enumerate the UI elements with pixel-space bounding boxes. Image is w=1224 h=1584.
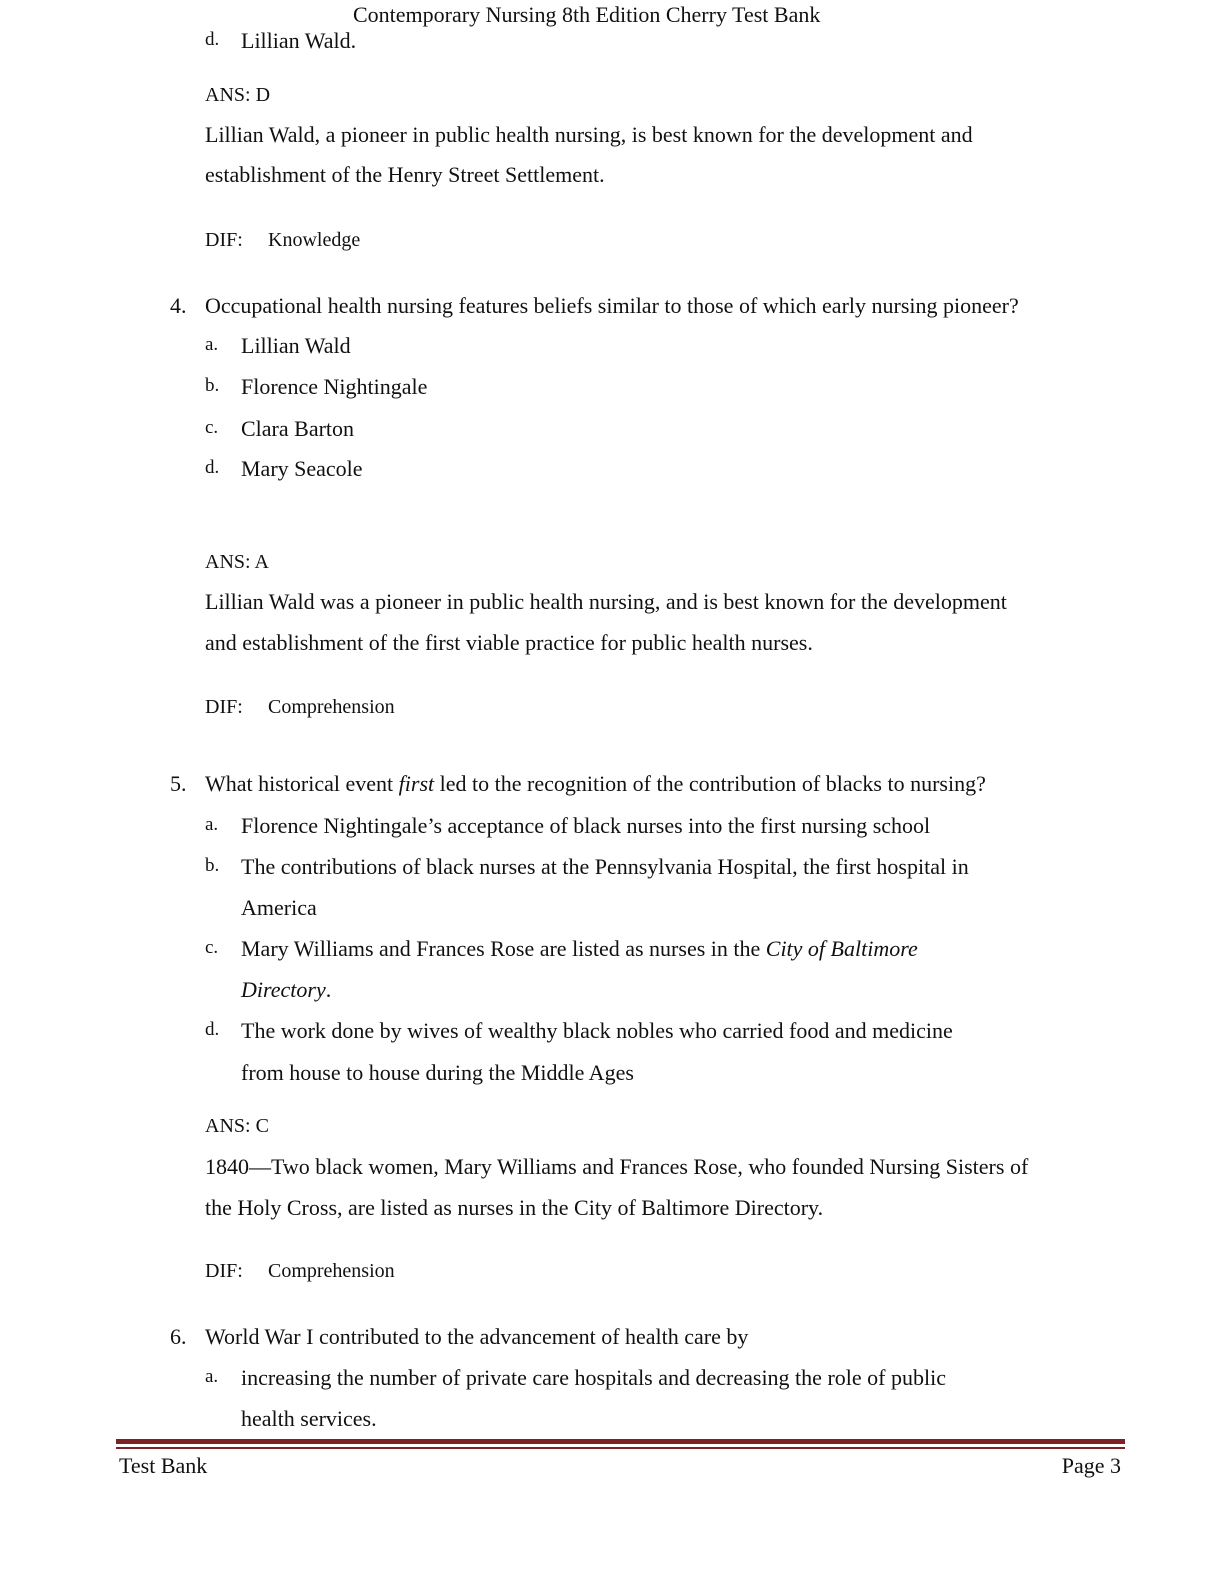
q3-option-d-letter: d.	[205, 29, 220, 50]
q4-option-text: Florence Nightingale	[241, 374, 428, 399]
q5-option-c-italic: Directory	[241, 977, 326, 1002]
q5-option-c-italic: City of Baltimore	[765, 936, 918, 961]
q5-question-text: led to the recognition of the contribution of blacks to nursing?	[434, 771, 986, 796]
q4-option-text: Lillian Wald	[241, 333, 351, 358]
q5-rationale-line: 1840—Two black women, Mary Williams and Frances Rose, who founded Nursing Sisters of	[205, 1154, 1029, 1179]
q5-option-c-plain: Mary Williams and Frances Rose are listed as nurses in the	[241, 936, 766, 961]
q5-option-c-text	[241, 979, 331, 1001]
q4-question: Occupational health nursing features beliefs similar to those of which early nursing pioneer?	[205, 293, 1019, 318]
q4-number: 4.	[170, 293, 187, 318]
page-header-title: Contemporary Nursing 8th Edition Cherry Test Bank	[353, 2, 821, 27]
page-number: Page 3	[1061, 1453, 1121, 1478]
q5-rationale-line: the Holy Cross, are listed as nurses in the City of Baltimore Directory.	[205, 1195, 824, 1220]
footer-rule-thin	[116, 1447, 1125, 1449]
q4-dif-label: DIF:	[205, 696, 243, 718]
footer-left-label: Test Bank	[119, 1453, 208, 1478]
q4-option-text: Mary Seacole	[241, 456, 363, 481]
q5-question-emphasis: first	[398, 771, 435, 796]
q3-option-d-text: Lillian Wald.	[241, 28, 357, 53]
q6-option-a-text: increasing the number of private care hospitals and decreasing the role of public	[241, 1365, 946, 1390]
q5-dif-value: Comprehension	[268, 1260, 395, 1282]
q3-rationale-line: establishment of the Henry Street Settlement.	[205, 162, 605, 187]
q5-option-d-letter: d.	[205, 1019, 220, 1040]
q4-option-text: Clara Barton	[241, 416, 355, 441]
q5-option-d-text: from house to house during the Middle Ages	[241, 1060, 634, 1085]
q5-number: 5.	[170, 771, 187, 796]
q4-rationale-line: and establishment of the first viable practice for public health nurses.	[205, 630, 813, 655]
q6-option-a-letter: a.	[205, 1366, 219, 1387]
q5-question	[205, 773, 986, 795]
q6-option-a-text: health services.	[241, 1406, 377, 1431]
q5-option-d-text: The work done by wives of wealthy black nobles who carried food and medicine	[241, 1018, 953, 1043]
q5-option-c-text	[241, 938, 918, 960]
q4-answer: ANS: A	[205, 551, 269, 573]
q5-option-c-plain: .	[325, 977, 332, 1002]
q5-option-b-text: The contributions of black nurses at the Pennsylvania Hospital, the first hospital in	[241, 854, 969, 879]
q5-answer: ANS: C	[205, 1115, 269, 1137]
q4-option-letter: c.	[205, 417, 219, 438]
q5-option-a-letter: a.	[205, 814, 219, 835]
q5-option-c-letter: c.	[205, 937, 219, 958]
footer-rule-thick	[116, 1439, 1125, 1444]
q4-option-letter: d.	[205, 457, 220, 478]
q4-option-letter: a.	[205, 334, 219, 355]
q5-question-text: What historical event	[205, 771, 399, 796]
q5-option-a-text: Florence Nightingale’s acceptance of black nurses into the first nursing school	[241, 813, 931, 838]
q3-answer: ANS: D	[205, 84, 271, 106]
q5-option-b-letter: b.	[205, 855, 220, 876]
q3-dif-value: Knowledge	[268, 229, 361, 251]
q6-question: World War I contributed to the advancement of health care by	[205, 1324, 749, 1349]
q4-rationale-line: Lillian Wald was a pioneer in public health nursing, and is best known for the development	[205, 589, 1007, 614]
q6-number: 6.	[170, 1324, 187, 1349]
q5-dif-label: DIF:	[205, 1260, 243, 1282]
q5-option-b-text: America	[241, 895, 317, 920]
q3-rationale-line: Lillian Wald, a pioneer in public health nursing, is best known for the development and	[205, 122, 973, 147]
q3-dif-label: DIF:	[205, 229, 243, 251]
q4-option-letter: b.	[205, 375, 220, 396]
q4-dif-value: Comprehension	[268, 696, 395, 718]
